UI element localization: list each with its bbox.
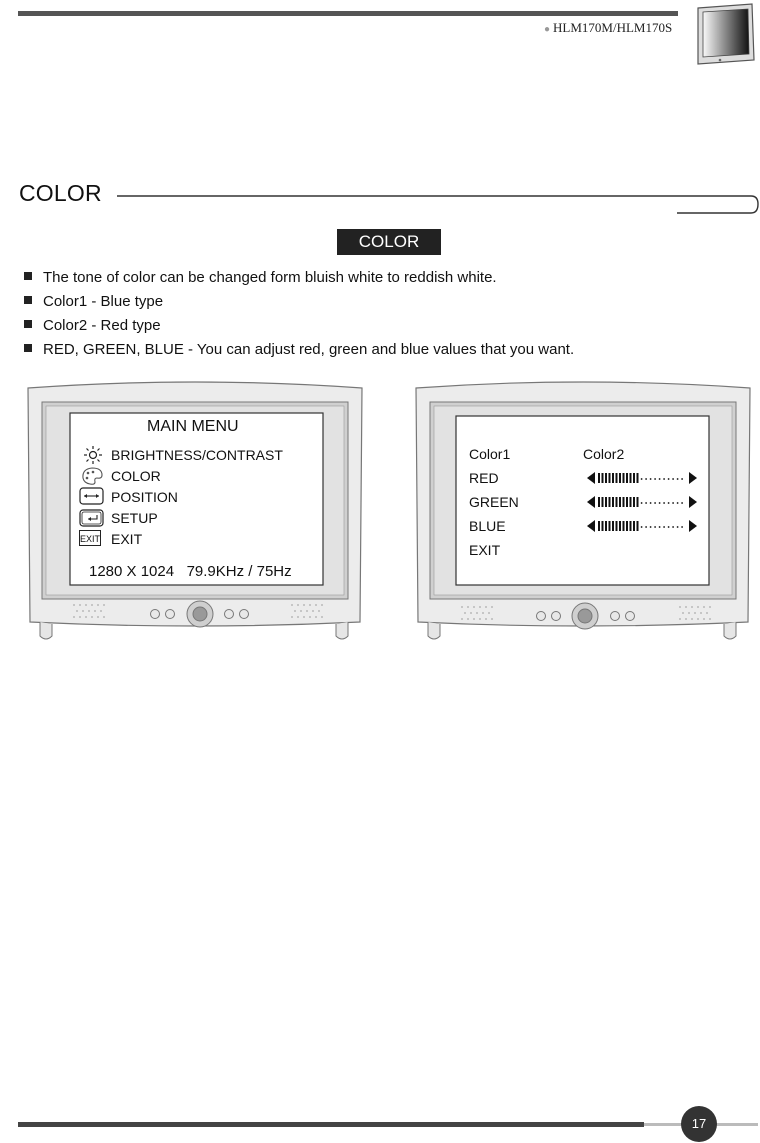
header-rule bbox=[18, 11, 678, 16]
slider-empty-dot bbox=[645, 478, 647, 480]
menu-exit[interactable]: EXIT bbox=[469, 542, 501, 558]
slider-fill-tick bbox=[637, 497, 639, 507]
slider-fill-tick bbox=[616, 521, 618, 531]
section-title: COLOR bbox=[19, 180, 102, 206]
slider-fill-tick bbox=[612, 473, 614, 483]
slider-fill-tick bbox=[602, 497, 604, 507]
menu-item-position[interactable]: POSITION bbox=[111, 489, 178, 505]
slider-empty-dot bbox=[654, 478, 656, 480]
slider-fill-tick bbox=[605, 521, 607, 531]
menu-item-exit[interactable]: EXIT bbox=[111, 531, 143, 547]
position-icon bbox=[79, 487, 105, 506]
menu-item-setup[interactable]: SETUP bbox=[111, 510, 158, 526]
color-tag: COLOR bbox=[337, 229, 441, 255]
slider-fill-tick bbox=[602, 473, 604, 483]
bullet-square-icon bbox=[24, 272, 32, 280]
slider-fill-tick bbox=[637, 473, 639, 483]
sun-icon bbox=[82, 445, 104, 465]
slider-empty-dot bbox=[668, 502, 670, 504]
slider-empty-dot bbox=[677, 478, 679, 480]
slider-fill-tick bbox=[598, 521, 600, 531]
slider-empty-dot bbox=[672, 502, 674, 504]
adjust-label-blue: BLUE bbox=[469, 518, 506, 534]
slider-fill-tick bbox=[637, 521, 639, 531]
slider-empty-dot bbox=[681, 502, 683, 504]
slider-fill-tick bbox=[619, 521, 621, 531]
slider-fill-tick bbox=[626, 497, 628, 507]
slider-fill-tick bbox=[609, 473, 611, 483]
slider-fill-tick bbox=[633, 497, 635, 507]
slider-empty-dot bbox=[668, 526, 670, 528]
slider-empty-dot bbox=[672, 478, 674, 480]
bullet-list bbox=[24, 268, 574, 364]
monitor-right-illustration bbox=[412, 380, 754, 642]
slider-left-arrow-icon bbox=[587, 496, 595, 508]
adjust-label-red: RED bbox=[469, 470, 499, 486]
menu-item-brightness-contrast[interactable]: BRIGHTNESS/CONTRAST bbox=[111, 447, 283, 463]
slider-empty-dot bbox=[672, 526, 674, 528]
slider-fill-tick bbox=[626, 521, 628, 531]
slider-empty-dot bbox=[654, 502, 656, 504]
blue-slider[interactable] bbox=[586, 518, 698, 534]
slider-empty-dot bbox=[650, 502, 652, 504]
slider-fill-tick bbox=[633, 521, 635, 531]
slider-empty-dot bbox=[645, 526, 647, 528]
palette-icon bbox=[80, 466, 104, 486]
slider-fill-tick bbox=[609, 497, 611, 507]
bullet-item: Color2 - Red type bbox=[24, 316, 574, 340]
slider-fill-tick bbox=[616, 473, 618, 483]
resolution-readout: 1280 X 1024 79.9KHz / 75Hz bbox=[89, 563, 292, 580]
monitor-thumbnail-icon bbox=[690, 2, 758, 66]
footer-rule bbox=[18, 1122, 644, 1127]
slider-fill-tick bbox=[598, 473, 600, 483]
bullet-item: The tone of color can be changed form bluish white to reddish white. bbox=[24, 268, 574, 292]
slider-empty-dot bbox=[659, 478, 661, 480]
slider-fill-tick bbox=[633, 473, 635, 483]
slider-fill-tick bbox=[602, 521, 604, 531]
adjust-label-green: GREEN bbox=[469, 494, 519, 510]
slider-fill-tick bbox=[630, 497, 632, 507]
model-label: ● HLM170M/HLM170S bbox=[544, 20, 673, 35]
slider-fill-tick bbox=[598, 497, 600, 507]
slider-fill-tick bbox=[619, 473, 621, 483]
bullet-item: RED, GREEN, BLUE - You can adjust red, green and blue values that you want. bbox=[24, 340, 574, 364]
slider-fill-tick bbox=[626, 473, 628, 483]
slider-empty-dot bbox=[663, 526, 665, 528]
slider-empty-dot bbox=[681, 526, 683, 528]
slider-empty-dot bbox=[645, 502, 647, 504]
option-color2[interactable]: Color2 bbox=[583, 446, 625, 462]
slider-empty-dot bbox=[681, 478, 683, 480]
slider-fill-tick bbox=[612, 497, 614, 507]
slider-right-arrow-icon bbox=[689, 520, 697, 532]
slider-empty-dot bbox=[659, 526, 661, 528]
slider-fill-tick bbox=[612, 521, 614, 531]
slider-empty-dot bbox=[641, 478, 643, 480]
slider-empty-dot bbox=[641, 526, 643, 528]
bullet-square-icon bbox=[24, 344, 32, 352]
slider-empty-dot bbox=[677, 526, 679, 528]
bullet-square-icon bbox=[24, 296, 32, 304]
slider-fill-tick bbox=[619, 497, 621, 507]
slider-empty-dot bbox=[650, 478, 652, 480]
exit-icon: EXIT bbox=[79, 530, 101, 546]
slider-right-arrow-icon bbox=[689, 472, 697, 484]
slider-right-arrow-icon bbox=[689, 496, 697, 508]
slider-fill-tick bbox=[623, 473, 625, 483]
option-color1[interactable]: Color1 bbox=[469, 446, 511, 462]
red-slider[interactable] bbox=[586, 470, 698, 486]
slider-empty-dot bbox=[668, 478, 670, 480]
slider-empty-dot bbox=[654, 526, 656, 528]
slider-left-arrow-icon bbox=[587, 472, 595, 484]
slider-empty-dot bbox=[650, 526, 652, 528]
slider-fill-tick bbox=[616, 497, 618, 507]
slider-fill-tick bbox=[630, 473, 632, 483]
bullet-square-icon bbox=[24, 320, 32, 328]
slider-empty-dot bbox=[663, 502, 665, 504]
green-slider[interactable] bbox=[586, 494, 698, 510]
slider-empty-dot bbox=[659, 502, 661, 504]
slider-fill-tick bbox=[609, 521, 611, 531]
menu-item-color[interactable]: COLOR bbox=[111, 468, 161, 484]
page-number: 17 bbox=[681, 1106, 717, 1142]
slider-empty-dot bbox=[663, 478, 665, 480]
slider-empty-dot bbox=[641, 502, 643, 504]
setup-icon bbox=[79, 508, 105, 528]
slider-fill-tick bbox=[623, 497, 625, 507]
section-rule bbox=[117, 195, 760, 214]
slider-fill-tick bbox=[630, 521, 632, 531]
slider-left-arrow-icon bbox=[587, 520, 595, 532]
slider-fill-tick bbox=[605, 473, 607, 483]
bullet-item: Color1 - Blue type bbox=[24, 292, 574, 316]
osd-main-title: MAIN MENU bbox=[147, 418, 239, 435]
slider-empty-dot bbox=[677, 502, 679, 504]
slider-fill-tick bbox=[605, 497, 607, 507]
slider-fill-tick bbox=[623, 521, 625, 531]
